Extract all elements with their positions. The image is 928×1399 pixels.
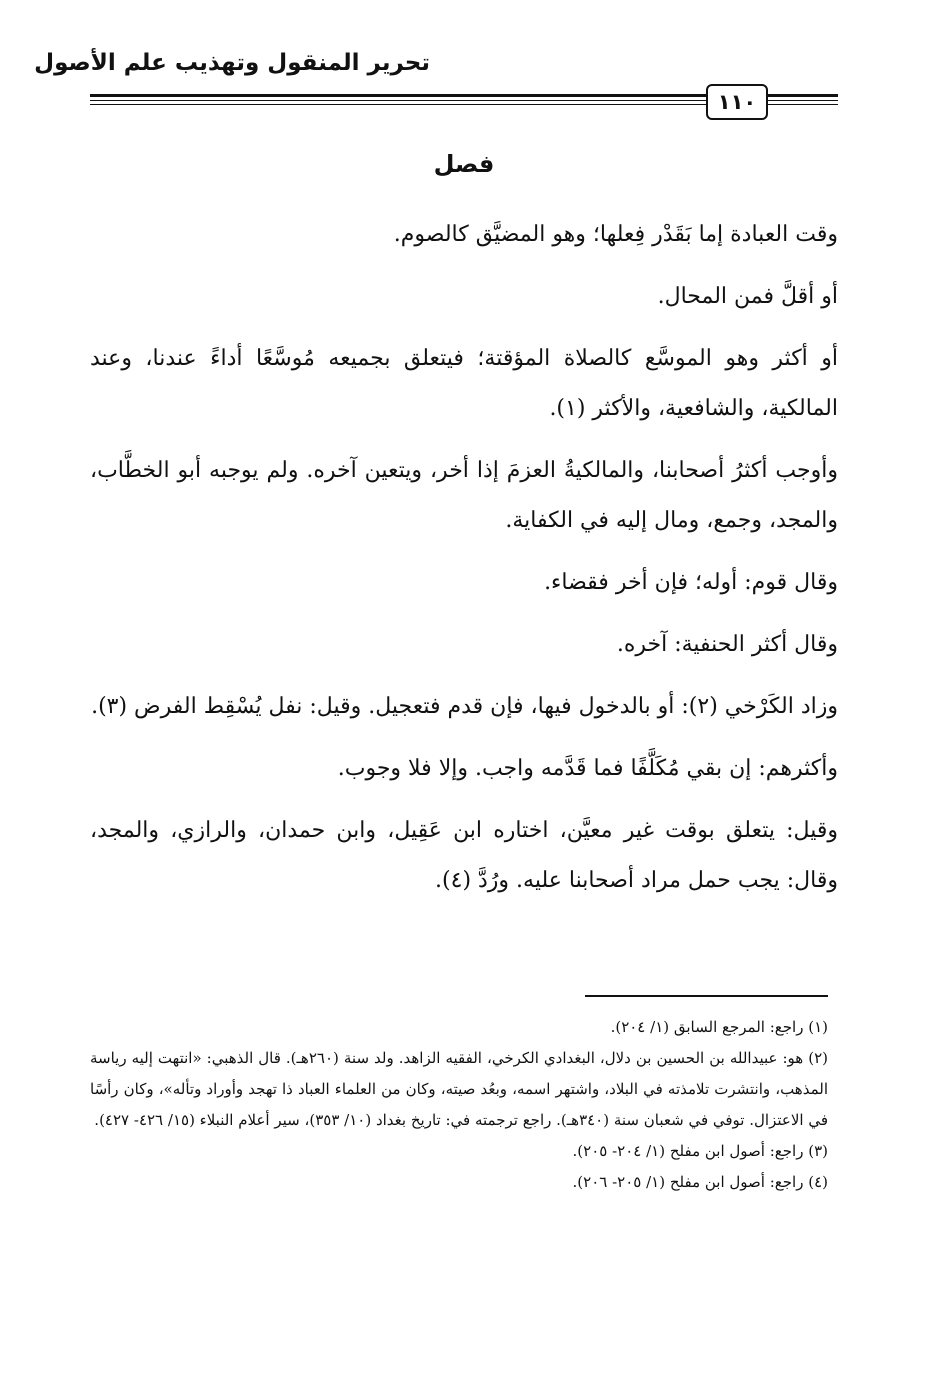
paragraph: وزاد الكَرْخي (٢): أو بالدخول فيها، فإن قدم فتعجيل. وقيل: نفل يُسْقِط الفرض (٣).: [91, 694, 838, 719]
paragraph: وقت العبادة إما بَقَدْر فِعلها؛ وهو المضيَّق كالصوم.: [393, 222, 838, 247]
paragraph: وقال أكثر الحنفية: آخره.: [616, 632, 838, 657]
paragraph: وقيل: يتعلق بوقت غير معيَّن، اختاره ابن عَقِيل، وابن حمدان، والرازي، والمجد، وقال: يجب حمل مراد أصحابنا عليه. ورُدَّ (٤).: [90, 818, 838, 893]
page-number: ١١٠: [706, 84, 768, 120]
running-header-title: تحرير المنقول وتهذيب علم الأصول: [34, 50, 430, 76]
paragraph: وأكثرهم: إن بقي مُكَلَّفًا فما قَدَّمه واجب. وإلا فلا وجوب.: [337, 756, 838, 781]
footnote-separator: [585, 995, 828, 997]
paragraph: أو أكثر وهو الموسَّع كالصلاة المؤقتة؛ فيتعلق بجميعه مُوسَّعًا أداءً عندنا، وعند المالكية، والشافعية، والأكثر (١).: [90, 346, 838, 421]
paragraph: وقال قوم: أوله؛ فإن أخر فقضاء.: [544, 570, 838, 595]
footnote: (٤) راجع: أصول ابن مفلح (١/ ٢٠٥- ٢٠٦).: [572, 1173, 828, 1191]
main-text: [90, 210, 838, 918]
footnotes: [90, 1012, 828, 1198]
paragraph: وأوجب أكثرُ أصحابنا، والمالكيةُ العزمَ إذا أخر، ويتعين آخره. ولم يوجبه أبو الخطَّاب، والمجد، وجمع، ومال إليه في الكفاية.: [90, 458, 838, 533]
paragraph: أو أقلَّ فمن المحال.: [657, 284, 838, 309]
footnote: (٢) هو: عبيدالله بن الحسين بن دلال، البغدادي الكرخي، الفقيه الزاهد. ولد سنة (٢٦٠هـ). قال الذهبي: «انتهت إليه رياسة المذهب، وانتشرت تلامذته في البلاد، واشتهر اسمه، وبعُد صيته، وكان من العلماء العباد ذا تهجد وأوراد وتأله»، وكان رأسًا في الاعتزال. توفي في شعبان سنة (٣٤٠هـ). راجع ترجمته في: تاريخ بغداد (١٠/ ٣٥٣)، سير أعلام النبلاء (١٥/ ٤٢٦- ٤٢٧).: [90, 1049, 828, 1129]
section-heading: فصل: [433, 150, 495, 178]
footnote: (١) راجع: المرجع السابق (١/ ٢٠٤).: [610, 1018, 828, 1036]
footnote: (٣) راجع: أصول ابن مفلح (١/ ٢٠٤- ٢٠٥).: [572, 1142, 828, 1160]
